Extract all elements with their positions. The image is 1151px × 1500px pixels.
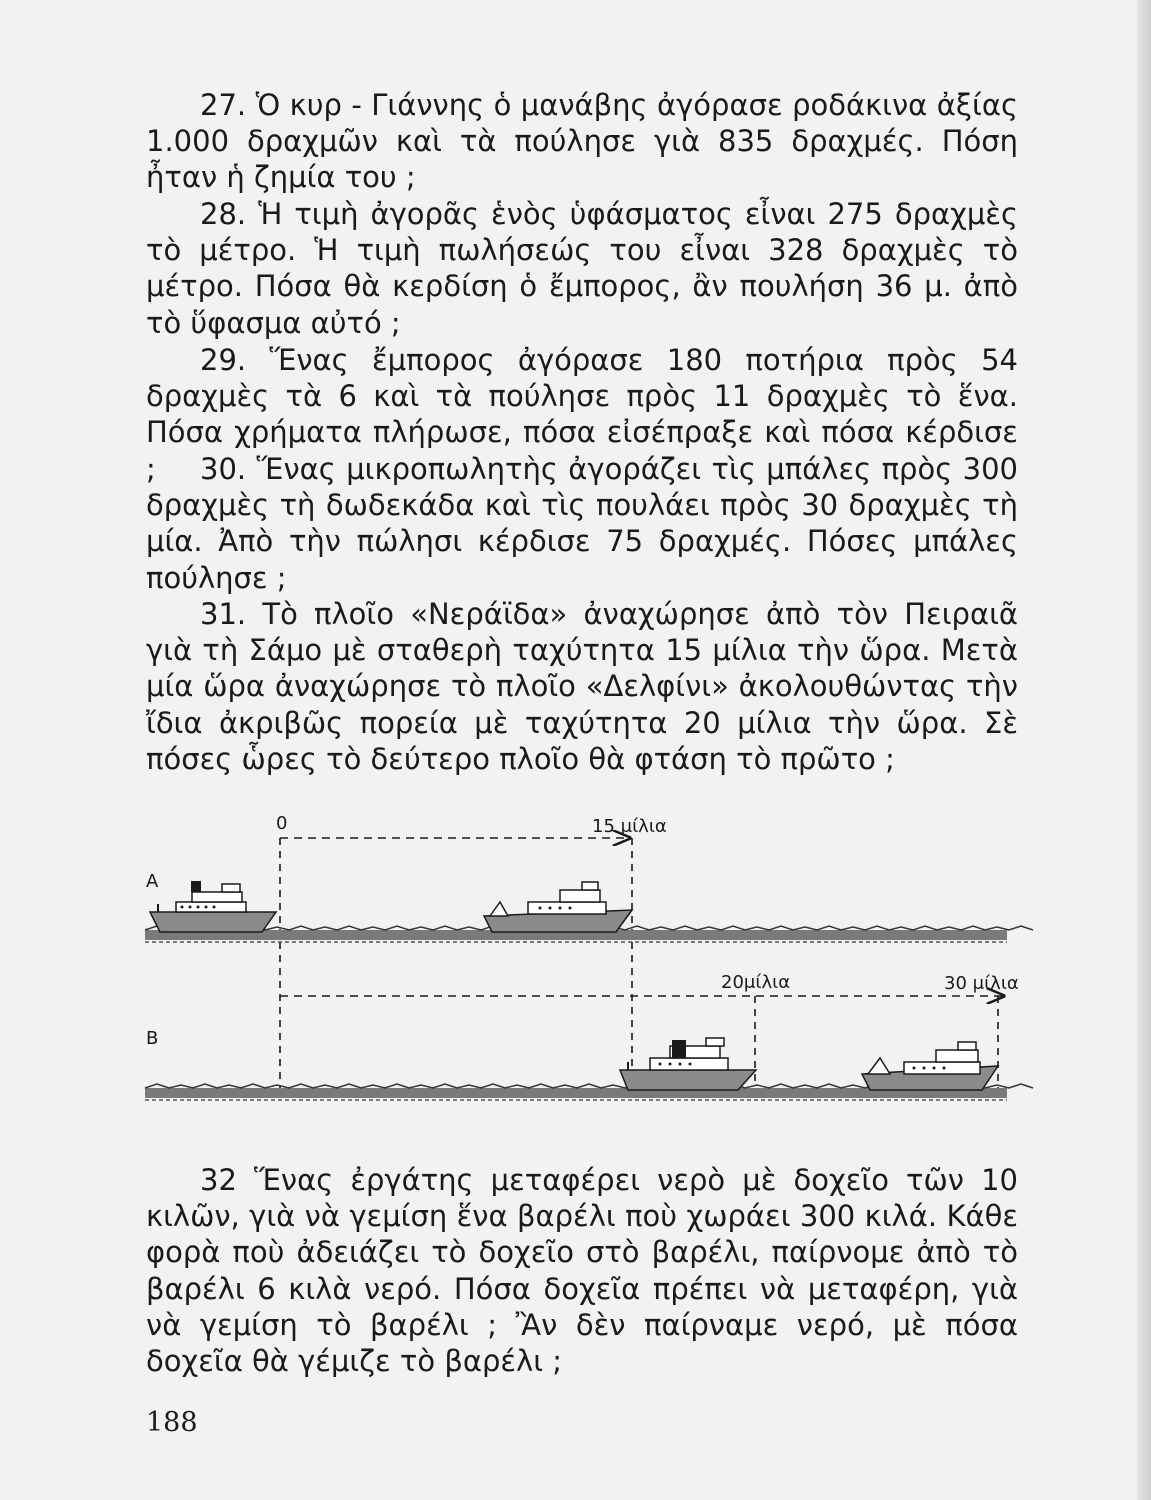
mark-30-label: 30 μίλια <box>944 973 1019 994</box>
problem-29: 29. Ἕνας ἔμπορος ἀγόρασε 180 ποτήρια πρὸς 54 δραχμὲς τὰ 6 καὶ τὰ πούλησε πρὸς 11 δραχμὲς τὸ ἕνα. Πόσα χρήματα πλήρωσε, πόσα εἰσέπραξε καὶ πόσα κέρδισε ; <box>146 343 1018 486</box>
ship-a-15 <box>484 882 632 932</box>
mark-15-label: 15 μίλια <box>592 816 667 837</box>
origin-label: 0 <box>276 813 288 834</box>
page-number: 188 <box>146 1407 198 1438</box>
ships-diagram <box>0 800 1151 1120</box>
ship-b-30 <box>862 1042 998 1090</box>
problem-30: 30. Ἕνας μικροπωλητὴς ἀγοράζει τὶς μπάλες πρὸς 300 δραχμὲς τὴ δωδεκάδα καὶ τὶς πουλάει πρὸς 30 δραχμὲς τὴ μία. Ἀπὸ τὴν πώλησι κέρδισε 75 δραχμές. Πόσες μπάλες πούλησε ; <box>146 452 1018 595</box>
row-b-label: B <box>146 1028 159 1049</box>
ship-a-start <box>150 881 276 932</box>
problem-32: 32 Ἕνας ἐργάτης μεταφέρει νερὸ μὲ δοχεῖο τῶν 10 κιλῶν, γιὰ νὰ γεμίση ἕνα βαρέλι ποὺ χωράει 300 κιλά. Κάθε φορὰ ποὺ ἀδειάζει τὸ δοχεῖο στὸ βαρέλι, παίρνομε ἀπὸ τὸ βαρέλι 6 κιλὰ νερό. Πόσα δοχεῖα πρέπει νὰ μεταφέρη, γιὰ νὰ γεμίση τὸ βαρέλι ; Ἂν δὲν παίρναμε νερό, μὲ πόσα δοχεῖα θὰ γέμιζε τὸ βαρέλι ; <box>146 1163 1018 1379</box>
page-edge <box>1137 0 1151 1500</box>
mark-20-label: 20μίλια <box>721 972 791 993</box>
problem-31: 31. Τὸ πλοῖο «Νεράϊδα» ἀναχώρησε ἀπὸ τὸν Πειραιᾶ γιὰ τὴ Σάμο μὲ σταθερὴ ταχύτητα 15 μίλια τὴν ὥρα. Μετὰ μία ὥρα ἀναχώρησε τὸ πλοῖο «Δελφίνι» ἀκολουθώντας τὴν ἴδια ἀκριβῶς πορεία μὲ ταχύτητα 20 μίλια τὴν ὥρα. Σὲ πόσες ὧρες τὸ δεύτερο πλοῖο θὰ φτάση τὸ πρῶτο ; <box>146 597 1018 776</box>
problem-28: 28. Ἡ τιμὴ ἀγορᾶς ἑνὸς ὑφάσματος εἶναι 275 δραχμὲς τὸ μέτρο. Ἡ τιμὴ πωλήσεώς του εἶναι 328 δραχμὲς τὸ μέτρο. Πόσα θὰ κερδίση ὁ ἔμπορος, ἂν πουλήση 36 μ. ἀπὸ τὸ ὕφασμα αὐτό ; <box>146 197 1018 340</box>
problem-27: 27. Ὁ κυρ - Γιάννης ὁ μανάβης ἀγόρασε ροδάκινα ἀξίας 1.000 δραχμῶν καὶ τὰ πούλησε γιὰ 835 δραχμές. Πόση ἦταν ἡ ζημία του ; <box>146 88 1018 195</box>
row-a-label: A <box>146 871 159 892</box>
ship-b-20 <box>620 1038 756 1090</box>
